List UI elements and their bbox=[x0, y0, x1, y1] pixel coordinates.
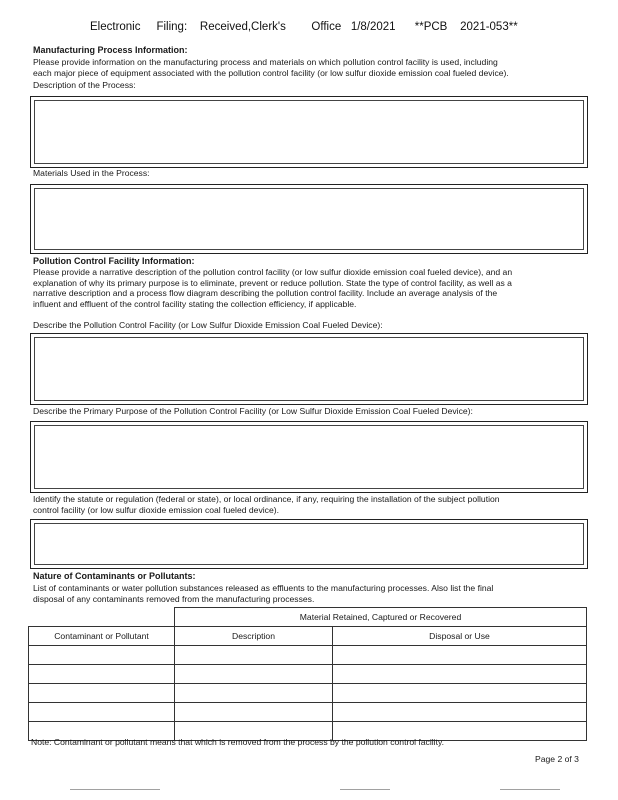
process-description-label: Description of the Process: bbox=[33, 80, 136, 90]
disposal-cell[interactable] bbox=[333, 703, 587, 722]
table-row bbox=[29, 703, 587, 722]
material-retained-header: Material Retained, Captured or Recovered bbox=[175, 608, 587, 627]
materials-used-label: Materials Used in the Process: bbox=[33, 168, 150, 178]
disposal-cell[interactable] bbox=[333, 665, 587, 684]
pollution-control-instructions-line-3: narrative description and a process flow diagram describing the pollution control facility. Include an average analysis of the bbox=[33, 288, 498, 299]
primary-purpose-label: Describe the Primary Purpose of the Pollution Control Facility (or Low Sulfur Dioxide Emission Coal Fueled Device): bbox=[33, 406, 473, 416]
description-cell[interactable] bbox=[175, 703, 333, 722]
manufacturing-instructions-line-1: Please provide information on the manufacturing process and materials on which pollution control facility is used, including bbox=[33, 57, 498, 67]
scan-artifact bbox=[500, 789, 560, 790]
statute-label-line-2: control facility (or low sulfur dioxide emission coal fueled device). bbox=[33, 504, 279, 515]
process-description-field[interactable] bbox=[30, 96, 588, 168]
pollution-control-instructions-line-1: Please provide a narrative description of the pollution control facility (or low sulfur dioxide emission coal fueled device), and an bbox=[33, 267, 513, 277]
table-subheader-row bbox=[29, 627, 587, 646]
manufacturing-instructions-line-2: each major piece of equipment associated with the pollution control facility (or low sulfur dioxide emission coal fueled device). bbox=[33, 67, 509, 78]
contaminant-cell[interactable] bbox=[29, 684, 175, 703]
scan-artifact bbox=[70, 789, 160, 790]
table-header-row bbox=[29, 608, 587, 627]
disposal-column-header: Disposal or Use bbox=[333, 627, 587, 646]
contaminants-instructions-line-2: disposal of any contaminants removed from the manufacturing processes. bbox=[33, 593, 315, 604]
description-cell[interactable] bbox=[175, 684, 333, 703]
table-row bbox=[29, 646, 587, 665]
contaminant-cell[interactable] bbox=[29, 703, 175, 722]
contaminants-instructions bbox=[33, 583, 593, 604]
statute-regulation-field[interactable] bbox=[30, 519, 588, 569]
pollution-control-instructions-line-2: explanation of why its primary purpose is to eliminate, prevent or reduce pollution. State the type of control facility, as well as a bbox=[33, 277, 512, 288]
primary-purpose-field[interactable] bbox=[30, 421, 588, 493]
table-header-blank bbox=[29, 608, 175, 627]
contaminants-instructions-line-1: List of contaminants or water pollution substances released as effluents to the manufacturing processes. Also list the final bbox=[33, 583, 494, 593]
scan-artifact bbox=[340, 789, 390, 790]
facility-description-label: Describe the Pollution Control Facility (or Low Sulfur Dioxide Emission Coal Fueled Device): bbox=[33, 320, 383, 330]
description-cell[interactable] bbox=[175, 646, 333, 665]
manufacturing-section-title: Manufacturing Process Information: bbox=[33, 45, 188, 55]
manufacturing-instructions bbox=[33, 57, 593, 78]
facility-description-field[interactable] bbox=[30, 333, 588, 405]
contaminant-cell[interactable] bbox=[29, 646, 175, 665]
statute-label-line-1: Identify the statute or regulation (federal or state), or local ordinance, if any, requiring the installation of the subject pollution bbox=[33, 494, 500, 504]
table-row bbox=[29, 684, 587, 703]
contaminants-table bbox=[28, 607, 587, 741]
contaminant-column-header: Contaminant or Pollutant bbox=[29, 627, 175, 646]
materials-used-field[interactable] bbox=[30, 184, 588, 254]
contaminant-cell[interactable] bbox=[29, 665, 175, 684]
contaminant-note: Note: Contaminant or pollutant means that which is removed from the process by the pollution control facility. bbox=[31, 737, 445, 747]
statute-label bbox=[33, 494, 593, 515]
filing-stamp: Electronic Filing: Received,Clerk's Office 1/8/2021 **PCB 2021-053** bbox=[90, 21, 518, 33]
disposal-cell[interactable] bbox=[333, 646, 587, 665]
pollution-control-section-title: Pollution Control Facility Information: bbox=[33, 256, 195, 266]
table-row bbox=[29, 665, 587, 684]
description-cell[interactable] bbox=[175, 665, 333, 684]
disposal-cell[interactable] bbox=[333, 684, 587, 703]
pollution-control-instructions-line-4: influent and effluent of the control facility stating the collection efficiency, if applicable. bbox=[33, 298, 357, 309]
contaminants-section-title: Nature of Contaminants or Pollutants: bbox=[33, 571, 196, 581]
page-number: Page 2 of 3 bbox=[535, 754, 579, 764]
pollution-control-instructions bbox=[33, 267, 593, 309]
description-column-header: Description bbox=[175, 627, 333, 646]
